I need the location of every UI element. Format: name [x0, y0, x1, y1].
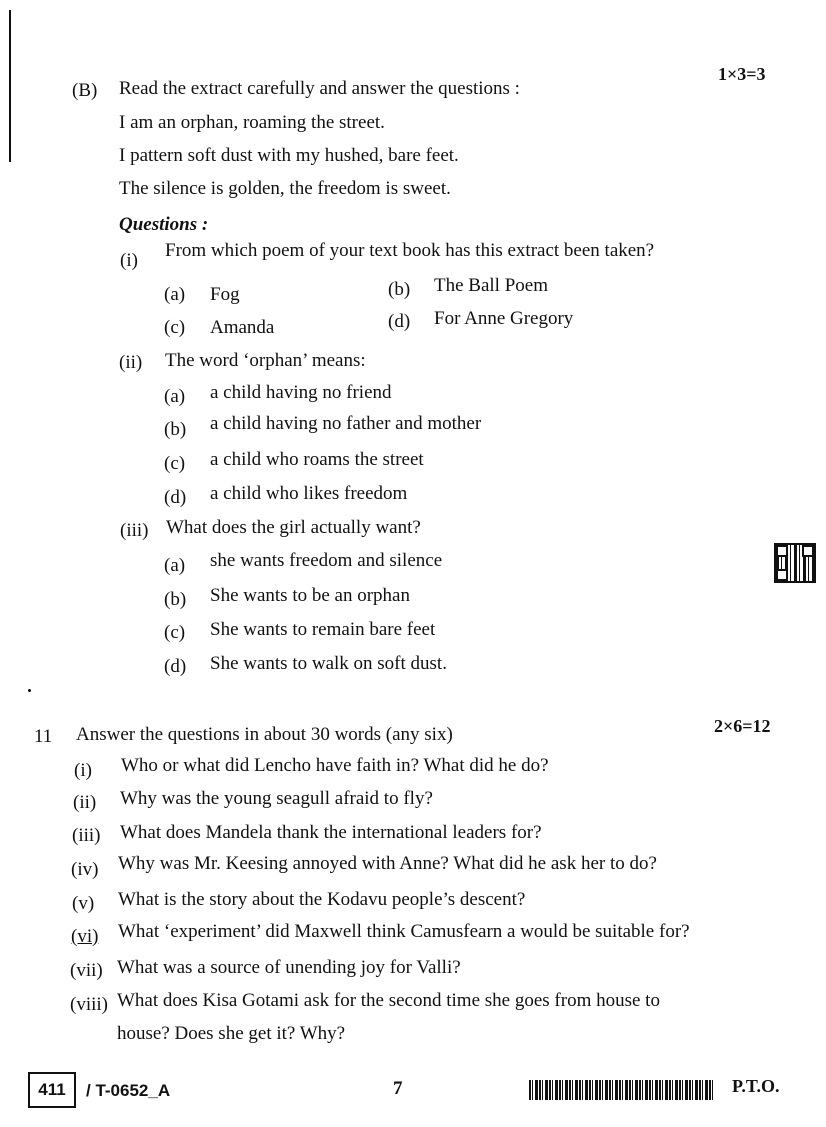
option-letter: (c)	[164, 317, 186, 338]
q11-item-text-continued: house? Does she get it? Why?	[117, 1023, 346, 1044]
q11-item-text: Who or what did Lencho have faith in? What did he do?	[121, 755, 549, 776]
option-letter: (a)	[164, 284, 186, 305]
q11-item-text: Why was the young seagull afraid to fly?	[120, 788, 433, 809]
section-b-label: (B)	[72, 80, 98, 101]
left-margin-rule	[9, 10, 11, 162]
question-num: (i)	[120, 250, 138, 271]
extract-line-3: The silence is golden, the freedom is sweet.	[119, 178, 451, 199]
option-text: she wants freedom and silence	[210, 550, 443, 571]
option-text: Fog	[210, 284, 240, 305]
q11-instruction: Answer the questions in about 30 words (any six)	[76, 724, 453, 745]
qr-code-icon	[776, 545, 814, 581]
option-text: She wants to walk on soft dust.	[210, 653, 447, 674]
q11-item-num: (ii)	[73, 792, 97, 813]
q11-item-num: (v)	[72, 893, 95, 914]
question-num: (ii)	[119, 352, 143, 373]
footer-paper-code: / T-0652_A	[86, 1081, 171, 1100]
question-text: What does the girl actually want?	[166, 517, 421, 538]
q11-item-text: What ‘experiment’ did Maxwell think Camusfearn a would be suitable for?	[118, 921, 690, 942]
option-text: a child having no friend	[210, 382, 392, 403]
option-letter: (d)	[164, 656, 187, 677]
footer-code-box: 411	[28, 1072, 76, 1108]
option-text: a child who roams the street	[210, 449, 424, 470]
question-text: The word ‘orphan’ means:	[165, 350, 366, 371]
q11-item-num: (vi)	[71, 926, 99, 947]
option-letter: (a)	[164, 386, 186, 407]
option-letter: (b)	[388, 279, 411, 300]
option-text: She wants to be an orphan	[210, 585, 410, 606]
option-text: She wants to remain bare feet	[210, 619, 436, 640]
q11-item-text: Why was Mr. Keesing annoyed with Anne? What did he ask her to do?	[118, 853, 657, 874]
q11-item-text: What does Kisa Gotami ask for the second time she goes from house to	[117, 990, 660, 1011]
section-b-instruction: Read the extract carefully and answer the questions :	[119, 78, 520, 99]
q11-item-text: What was a source of unending joy for Valli?	[117, 957, 461, 978]
option-letter: (b)	[164, 419, 187, 440]
stray-dot	[28, 689, 31, 692]
footer-page-number: 7	[393, 1078, 403, 1099]
option-text: a child who likes freedom	[210, 483, 408, 504]
q11-item-text: What does Mandela thank the international leaders for?	[120, 822, 542, 843]
option-letter: (b)	[164, 589, 187, 610]
q11-item-num: (viii)	[70, 994, 108, 1015]
option-letter: (c)	[164, 622, 186, 643]
option-letter: (d)	[164, 487, 187, 508]
option-text: a child having no father and mother	[210, 413, 482, 434]
option-text: The Ball Poem	[434, 275, 548, 296]
q11-item-num: (i)	[74, 760, 92, 781]
q11-item-num: (vii)	[70, 960, 103, 981]
option-text: Amanda	[210, 317, 275, 338]
barcode-icon	[529, 1080, 713, 1100]
q11-number: 11	[34, 726, 53, 747]
option-letter: (d)	[388, 311, 411, 332]
question-num: (iii)	[120, 520, 149, 541]
option-text: For Anne Gregory	[434, 308, 574, 329]
extract-line-2: I pattern soft dust with my hushed, bare feet.	[119, 145, 459, 166]
question-text: From which poem of your text book has this extract been taken?	[165, 240, 655, 261]
q11-item-num: (iv)	[71, 859, 99, 880]
q11-item-text: What is the story about the Kodavu people’s descent?	[118, 889, 526, 910]
questions-heading: Questions :	[119, 214, 209, 235]
option-letter: (a)	[164, 555, 186, 576]
q11-marks: 2×6=12	[714, 716, 771, 736]
section-b-marks: 1×3=3	[718, 64, 766, 84]
option-letter: (c)	[164, 453, 186, 474]
q11-item-num: (iii)	[72, 825, 101, 846]
extract-line-1: I am an orphan, roaming the street.	[119, 112, 385, 133]
footer-pto: P.T.O.	[732, 1076, 780, 1096]
